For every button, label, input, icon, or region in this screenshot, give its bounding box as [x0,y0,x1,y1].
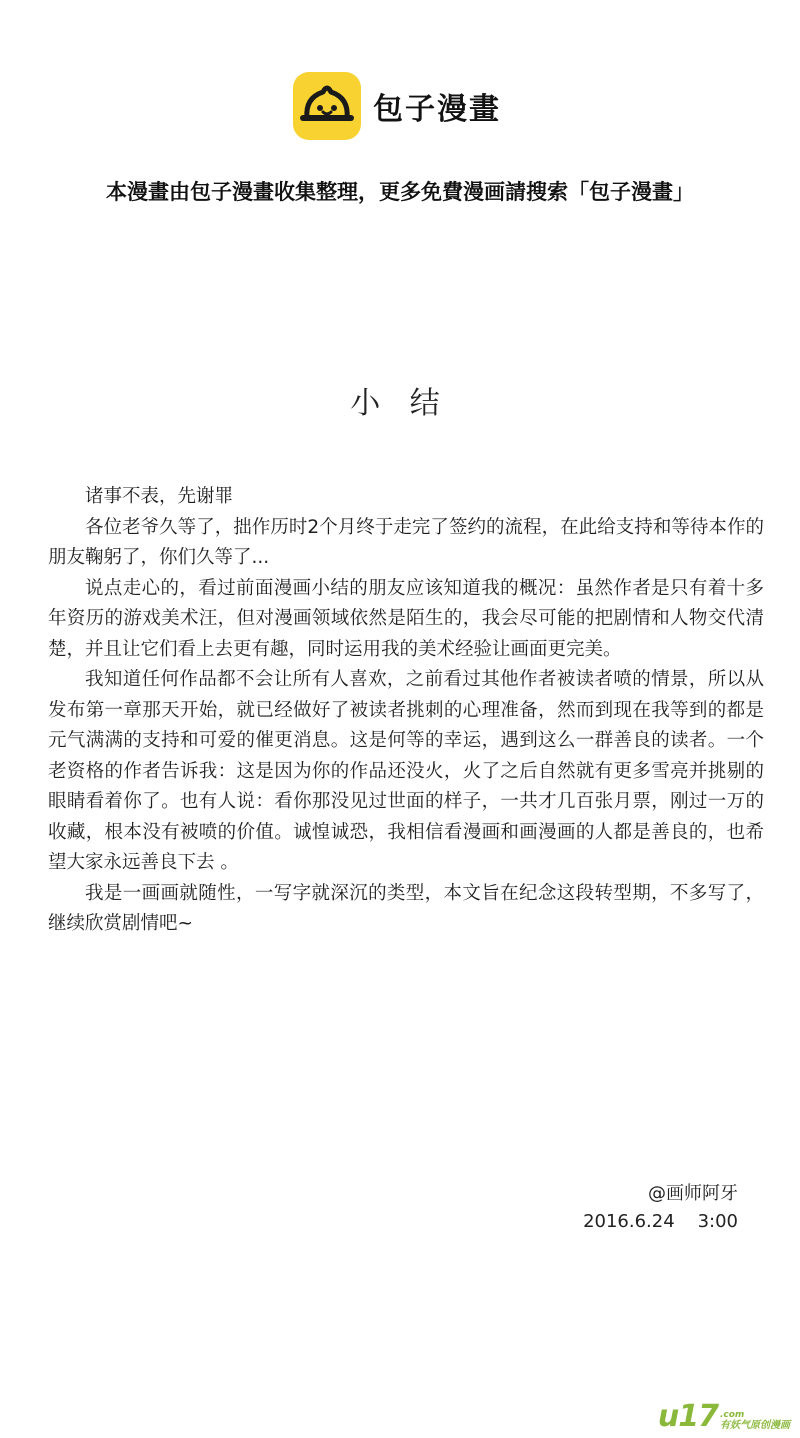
paragraph: 我是一画画就随性，一写字就深沉的类型，本文旨在纪念这段转型期，不多写了，继续欣赏剧情吧~ [48,882,764,934]
logo [293,72,501,140]
signature [583,1180,738,1236]
paragraph: 我知道任何作品都不会让所有人喜欢，之前看过其他作者被读者喷的情景，所以从发布第一章那天开始，就已经做好了被读者挑刺的心理准备，然而到现在我等到的都是元气满满的支持和可爱的催更消息。这是何等的幸运，遇到这么一群善良的读者。一个老资格的作者告诉我：这是因为你的作品还没火，火了之后自然就有更多雪亮并挑剔的眼睛看着你了。也有人说：看你那没见过世面的样子，一共才几百张月票，刚过一万的收藏，根本没有被喷的价值。诚惶诚恐，我相信看漫画和画漫画的人都是善良的，也希望大家永远善良下去 。 [48,669,764,873]
paragraph: 诸事不表，先谢罪 [85,486,234,507]
watermark-slogan: 有妖气原创漫画 [720,1420,790,1431]
watermark-domain: .com [720,1410,745,1420]
logo-text: 包子漫畫 [373,92,501,127]
steamed-bun-icon [293,72,361,140]
date-time: 2016.6.24 3:00 [583,1211,738,1232]
author-name: @画师阿牙 [648,1183,738,1204]
article-body [48,482,764,940]
paragraph: 说点走心的，看过前面漫画小结的朋友应该知道我的概况：虽然作者是只有着十多年资历的游戏美术汪，但对漫画领域依然是陌生的，我会尽可能的把剧情和人物交代清楚，并且让它们看上去更有趣，同时运用我的美术经验让画面更完美。 [48,577,764,660]
page-title: 小 结 [350,386,450,421]
paragraph: 各位老爷久等了，拙作历时2个月终于走完了签约的流程，在此给支持和等待本作的朋友鞠躬了，你们久等了... [48,516,764,568]
banner-text: 本漫畫由包子漫畫收集整理，更多免費漫画請搜索「包子漫畫」 [106,180,694,204]
watermark-brand: u17 [657,1399,718,1434]
u17-watermark [657,1399,790,1434]
